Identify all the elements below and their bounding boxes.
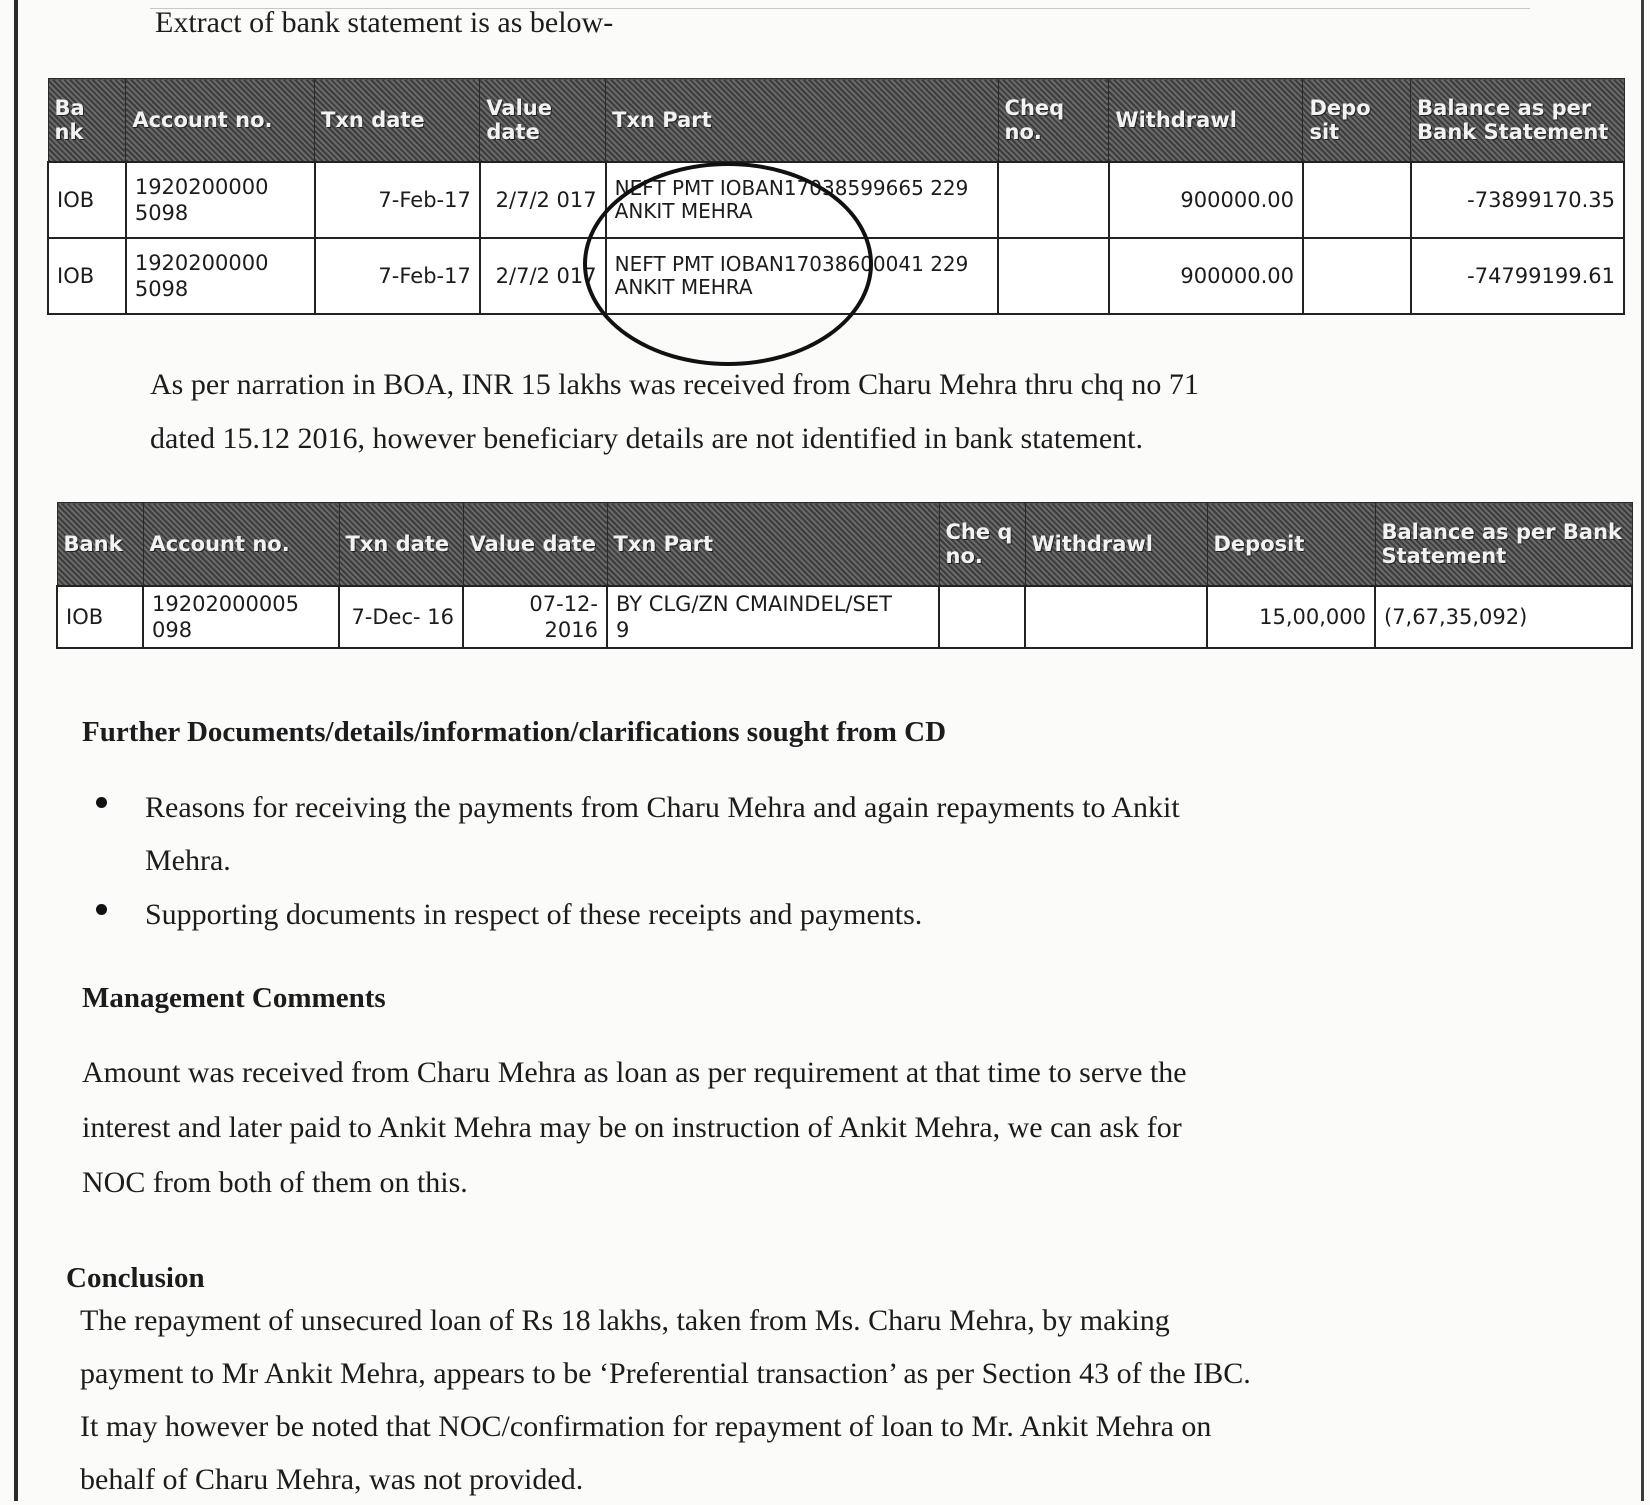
conclusion-heading: Conclusion bbox=[66, 1262, 205, 1294]
cell-withdrawl: 900000.00 bbox=[1109, 238, 1303, 314]
col-header-bank: Bank bbox=[57, 503, 143, 587]
cell-txn-part: NEFT PMT IOBAN17038599665 229 ANKIT MEHRA bbox=[606, 162, 998, 238]
col-header-withdrawl: Withdrawl bbox=[1025, 503, 1207, 587]
cell-value-date: 2/7/2 017 bbox=[480, 238, 606, 314]
bullet-2-line-1: Supporting documents in respect of these receipts and payments. bbox=[145, 898, 923, 931]
table-row bbox=[57, 586, 1632, 648]
bullet-1-line-1: Reasons for receiving the payments from Charu Mehra and again repayments to Ankit bbox=[145, 791, 1180, 824]
scan-left-edge bbox=[14, 0, 18, 1501]
col-header-account: Account no. bbox=[143, 503, 339, 587]
col-header-deposit: Depo sit bbox=[1303, 79, 1411, 163]
bullet-1-line-2: Mehra. bbox=[145, 844, 231, 877]
cell-withdrawl: 900000.00 bbox=[1109, 162, 1303, 238]
conclusion-line-1: The repayment of unsecured loan of Rs 18 lakhs, taken from Ms. Charu Mehra, by making bbox=[80, 1304, 1170, 1337]
cell-bank: IOB bbox=[48, 162, 126, 238]
bank-statement-table-2 bbox=[56, 502, 1633, 649]
cell-txn-date: 7-Feb-17 bbox=[315, 162, 480, 238]
cell-balance: -74799199.61 bbox=[1411, 238, 1624, 314]
handwritten-circle-annotation bbox=[583, 162, 873, 366]
cell-deposit: 15,00,000 bbox=[1207, 586, 1375, 648]
col-header-balance: Balance as per Bank Statement bbox=[1411, 79, 1624, 163]
mgmt-line-3: NOC from both of them on this. bbox=[82, 1166, 468, 1199]
col-header-bank: Ba nk bbox=[48, 79, 126, 163]
col-header-deposit: Deposit bbox=[1207, 503, 1375, 587]
col-header-value-date: Value date bbox=[463, 503, 607, 587]
cell-value-date: 2/7/2 017 bbox=[480, 162, 606, 238]
cell-balance: (7,67,35,092) bbox=[1375, 586, 1632, 648]
narration-line-2: dated 15.12 2016, however beneficiary details are not identified in bank statement. bbox=[150, 422, 1144, 455]
cell-txn-date: 7-Dec- 16 bbox=[339, 586, 463, 648]
narration-line-1: As per narration in BOA, INR 15 lakhs was received from Charu Mehra thru chq no 71 bbox=[150, 368, 1199, 401]
cell-cheq bbox=[939, 586, 1025, 648]
scan-right-edge bbox=[1641, 0, 1644, 1501]
col-header-account: Account no. bbox=[126, 79, 315, 163]
cell-balance: -73899170.35 bbox=[1411, 162, 1624, 238]
cell-cheq bbox=[998, 238, 1109, 314]
bullet-dot bbox=[96, 904, 107, 915]
table-header-row bbox=[57, 503, 1632, 587]
cell-account: 1920200000 5098 bbox=[126, 238, 315, 314]
mgmt-line-1: Amount was received from Charu Mehra as loan as per requirement at that time to serve the bbox=[82, 1056, 1187, 1089]
cell-txn-date: 7-Feb-17 bbox=[315, 238, 480, 314]
cell-bank: IOB bbox=[48, 238, 126, 314]
conclusion-line-2: payment to Mr Ankit Mehra, appears to be ‘Preferential transaction’ as per Section 43 of the IBC. bbox=[80, 1357, 1251, 1390]
cell-txn-part: BY CLG/ZN CMAINDEL/SET 9 bbox=[607, 586, 939, 648]
management-comments-heading: Management Comments bbox=[82, 982, 386, 1014]
col-header-txn-part: Txn Part bbox=[606, 79, 998, 163]
col-header-cheq: Che q no. bbox=[939, 503, 1025, 587]
conclusion-line-3: It may however be noted that NOC/confirmation for repayment of loan to Mr. Ankit Mehra on bbox=[80, 1410, 1212, 1443]
intro-text: Extract of bank statement is as below- bbox=[155, 6, 614, 39]
col-header-withdrawl: Withdrawl bbox=[1109, 79, 1303, 163]
conclusion-line-4: behalf of Charu Mehra, was not provided. bbox=[80, 1463, 584, 1496]
cell-cheq bbox=[998, 162, 1109, 238]
cell-deposit bbox=[1303, 238, 1411, 314]
col-header-txn-date: Txn date bbox=[339, 503, 463, 587]
bullet-dot bbox=[96, 797, 107, 808]
cell-txn-part: NEFT PMT IOBAN17038600041 229 ANKIT MEHRA bbox=[606, 238, 998, 314]
col-header-txn-part: Txn Part bbox=[607, 503, 939, 587]
cell-account: 1920200000 5098 bbox=[126, 162, 315, 238]
col-header-cheq: Cheq no. bbox=[998, 79, 1109, 163]
col-header-balance: Balance as per Bank Statement bbox=[1375, 503, 1632, 587]
cell-withdrawl bbox=[1025, 586, 1207, 648]
col-header-value-date: Value date bbox=[480, 79, 606, 163]
cell-bank: IOB bbox=[57, 586, 143, 648]
col-header-txn-date: Txn date bbox=[315, 79, 480, 163]
mgmt-line-2: interest and later paid to Ankit Mehra may be on instruction of Ankit Mehra, we can ask for bbox=[82, 1111, 1182, 1144]
cell-deposit bbox=[1303, 162, 1411, 238]
further-documents-heading: Further Documents/details/information/clarifications sought from CD bbox=[82, 716, 947, 748]
table-header-row bbox=[48, 79, 1624, 163]
cell-value-date: 07-12- 2016 bbox=[463, 586, 607, 648]
cell-account: 19202000005 098 bbox=[143, 586, 339, 648]
